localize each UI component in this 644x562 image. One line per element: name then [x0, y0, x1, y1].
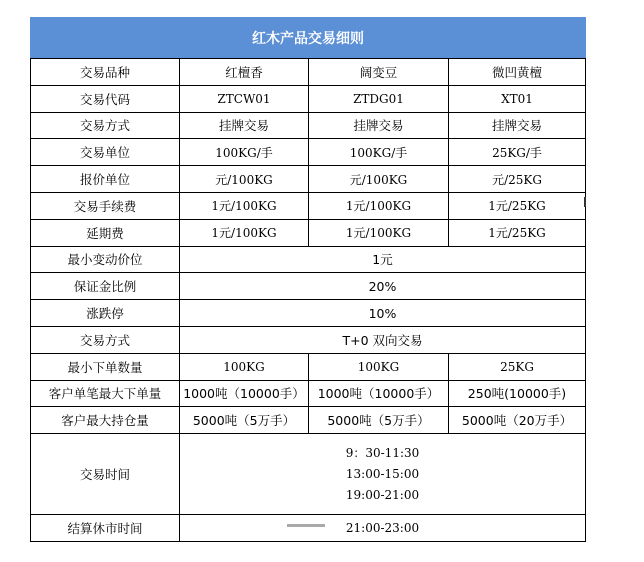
edge-marker: [584, 197, 586, 207]
table-cell: 5000吨（5万手）: [180, 407, 309, 434]
table-cell: 1元/100KG: [180, 219, 309, 246]
row-label: 最小下单数量: [31, 353, 180, 380]
merged-row: [31, 246, 586, 273]
row-label: 交易单位: [31, 139, 180, 166]
table-cell: 25KG: [449, 353, 586, 380]
trading-time-line: 13:00-15:00: [345, 466, 420, 481]
merged-row: [31, 300, 586, 327]
spec-table-container: [30, 17, 586, 542]
merged-cell: 1元: [180, 246, 586, 273]
table-row: [31, 166, 586, 193]
row-label: 交易方式: [31, 112, 180, 139]
table-cell: 100KG/手: [180, 139, 309, 166]
header-cell: 阔变豆: [309, 59, 449, 86]
row-label: 结算休市时间: [31, 515, 180, 542]
table-row: [31, 85, 586, 112]
table-cell: 1元/100KG: [309, 219, 449, 246]
trading-time-row: [31, 434, 586, 515]
header-cell: 微凹黄檀: [449, 59, 586, 86]
table-cell: 元/100KG: [180, 166, 309, 193]
table-title: 红木产品交易细则: [31, 18, 586, 59]
table-row: [31, 353, 586, 380]
table-cell: 250吨(10000手): [449, 380, 586, 407]
row-label: 交易手续费: [31, 192, 180, 219]
settlement-row: [31, 515, 586, 542]
table-cell: 1元/100KG: [309, 192, 449, 219]
table-cell: XT01: [449, 85, 586, 112]
table-row: [31, 380, 586, 407]
table-cell: 元/100KG: [309, 166, 449, 193]
settlement-cell: 21:00-23:00: [180, 515, 586, 542]
row-label: 客户最大持仓量: [31, 407, 180, 434]
table-cell: 1元/25KG: [449, 192, 586, 219]
merged-cell: 10%: [180, 300, 586, 327]
table-row: [31, 139, 586, 166]
table-cell: ZTDG01: [309, 85, 449, 112]
row-label: 交易时间: [31, 434, 180, 515]
table-cell: 100KG: [180, 353, 309, 380]
table-cell: 挂牌交易: [180, 112, 309, 139]
row-label: 交易方式: [31, 326, 180, 353]
table-row: [31, 112, 586, 139]
scroll-handle[interactable]: [287, 524, 325, 527]
table-row: [31, 192, 586, 219]
header-row: [31, 59, 586, 86]
row-label: 延期费: [31, 219, 180, 246]
merged-row: [31, 273, 586, 300]
header-cell: 红檀香: [180, 59, 309, 86]
row-label: 报价单位: [31, 166, 180, 193]
table-cell: 挂牌交易: [309, 112, 449, 139]
table-cell: 25KG/手: [449, 139, 586, 166]
merged-row: [31, 326, 586, 353]
merged-cell: 20%: [180, 273, 586, 300]
table-cell: 5000吨（20万手）: [449, 407, 586, 434]
merged-cell: T+0 双向交易: [180, 326, 586, 353]
trading-time-cell: [180, 434, 586, 515]
table-cell: 1000吨（10000手）: [309, 380, 449, 407]
table-cell: ZTCW01: [180, 85, 309, 112]
table-cell: 100KG: [309, 353, 449, 380]
table-row: [31, 219, 586, 246]
spec-table: [30, 17, 586, 542]
table-row: [31, 407, 586, 434]
table-cell: 5000吨（5万手）: [309, 407, 449, 434]
table-cell: 1000吨（10000手）: [180, 380, 309, 407]
row-label: 保证金比例: [31, 273, 180, 300]
row-label: 交易代码: [31, 85, 180, 112]
table-cell: 元/25KG: [449, 166, 586, 193]
table-cell: 100KG/手: [309, 139, 449, 166]
header-cell: 交易品种: [31, 59, 180, 86]
row-label: 客户单笔最大下单量: [31, 380, 180, 407]
trading-time-line: 9：30-11:30: [345, 445, 420, 460]
table-cell: 挂牌交易: [449, 112, 586, 139]
row-label: 涨跌停: [31, 300, 180, 327]
trading-time-line: 19:00-21:00: [345, 487, 420, 502]
table-cell: 1元/25KG: [449, 219, 586, 246]
table-cell: 1元/100KG: [180, 192, 309, 219]
row-label: 最小变动价位: [31, 246, 180, 273]
